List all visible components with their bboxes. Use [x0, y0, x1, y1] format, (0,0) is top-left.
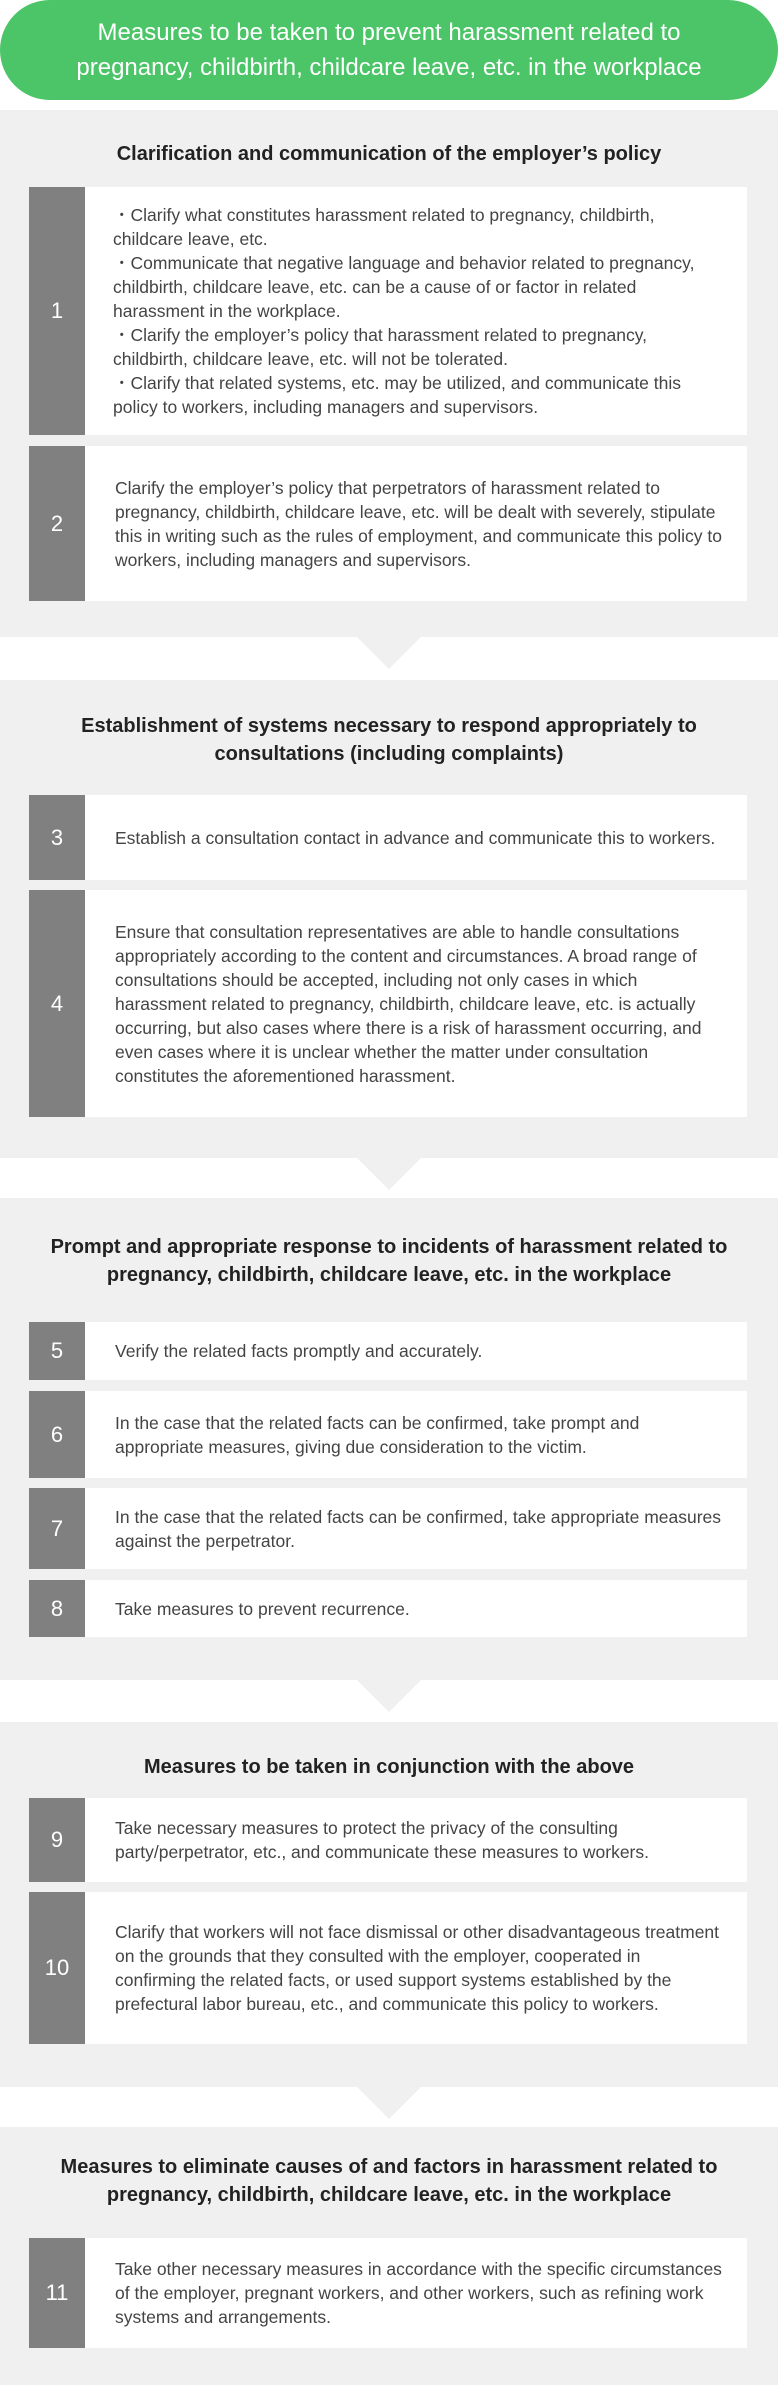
item-1 [29, 187, 747, 435]
section-title: Prompt and appropriate response to incidents of harassment related to pregnancy, childbirth, childcare leave, etc. in the workplace [50, 1236, 728, 1286]
item-4 [29, 890, 747, 1117]
item-number: 10 [29, 1892, 85, 2044]
item-6 [29, 1391, 747, 1478]
flow-arrow-down [357, 637, 421, 669]
item-text: Verify the related facts promptly and accurately. [115, 1341, 483, 1361]
section-title: Measures to be taken in conjunction with the above [143, 1756, 635, 1778]
bullet-line: ・Communicate that negative language and behavior related to pregnancy, childbirth, childcare leave, etc. can be a cause of or factor in related harassment in the workplace. [113, 253, 695, 321]
item-text [85, 187, 747, 435]
item-number: 4 [29, 890, 85, 1117]
section-title: Measures to eliminate causes of and factors in harassment related to pregnancy, childbirth, childcare leave, etc. in the workplace [60, 2156, 718, 2206]
page-title [0, 0, 778, 100]
item-number: 8 [29, 1580, 85, 1637]
bullet-line: ・Clarify the employer’s policy that harassment related to pregnancy, childbirth, childcare leave, etc. will not be tolerated. [113, 325, 648, 369]
item-number: 3 [29, 795, 85, 880]
item-text: Establish a consultation contact in advance and communicate this to workers. [115, 827, 716, 848]
item-number: 9 [29, 1798, 85, 1882]
item-number: 7 [29, 1488, 85, 1569]
bullet-line: ・Clarify what constitutes harassment related to pregnancy, childbirth, childcare leave, etc. [113, 205, 655, 249]
item-number: 11 [29, 2238, 85, 2348]
flow-arrow-down [357, 1680, 421, 1712]
flow-arrow-down [357, 2087, 421, 2119]
item-text: Clarify the employer’s policy that perpetrators of harassment related to pregnancy, childbirth, childcare leave, etc. will be dealt with severely, stipulate this in writing such as the rules of employment, and communicate this policy to workers, including managers and supervisors. [115, 477, 722, 570]
item-text: Take other necessary measures in accordance with the specific circumstances of the employer, pregnant workers, and other workers, such as refining work systems and arrangements. [115, 2259, 722, 2327]
item-number: 6 [29, 1391, 85, 1478]
flow-arrow-down [357, 1158, 421, 1190]
item-10 [29, 1892, 747, 2044]
item-number: 1 [29, 187, 85, 435]
section-title: Establishment of systems necessary to respond appropriately to consultations (including complaints) [81, 715, 697, 765]
item-7 [29, 1488, 747, 1569]
item-11 [29, 2238, 747, 2348]
item-text: Take measures to prevent recurrence. [115, 1598, 410, 1619]
item-text: Take necessary measures to protect the privacy of the consulting party/perpetrator, etc., and communicate these measures to workers. [115, 1818, 649, 1862]
item-9 [29, 1798, 747, 1882]
item-2 [29, 446, 747, 601]
item-text: Ensure that consultation representatives are able to handle consultations appropriately according to the content and circumstances. A broad range of consultations should be accepted, including not only cases in which harassment related to pregnancy, childbirth, childcare leave, etc. is actually occurring, but also cases where there is a risk of harassment occurring, and even cases where it is unclear whether the matter under consultation constitutes the aforementioned harassment. [115, 921, 702, 1086]
item-number: 2 [29, 446, 85, 601]
item-8 [29, 1580, 747, 1637]
item-text: In the case that the related facts can be confirmed, take prompt and appropriate measures, giving due consideration to the victim. [115, 1412, 640, 1457]
item-text: Clarify that workers will not face dismissal or other disadvantageous treatment on the grounds that they consulted with the employer, cooperated in confirming the related facts, or used support systems established by the prefectural labor bureau, etc., and communicate this policy to workers. [115, 1922, 720, 2014]
page-title-text: Measures to be taken to prevent harassment related to pregnancy, childbirth, childcare leave, etc. in the workplace [76, 19, 702, 81]
item-number: 5 [29, 1322, 85, 1380]
item-5 [29, 1322, 747, 1380]
item-3 [29, 795, 747, 880]
section-title: Clarification and communication of the employer’s policy [116, 143, 662, 165]
item-text: In the case that the related facts can be confirmed, take appropriate measures against the perpetrator. [115, 1506, 722, 1551]
bullet-line: ・Clarify that related systems, etc. may be utilized, and communicate this policy to workers, including managers and supervisors. [113, 373, 682, 417]
